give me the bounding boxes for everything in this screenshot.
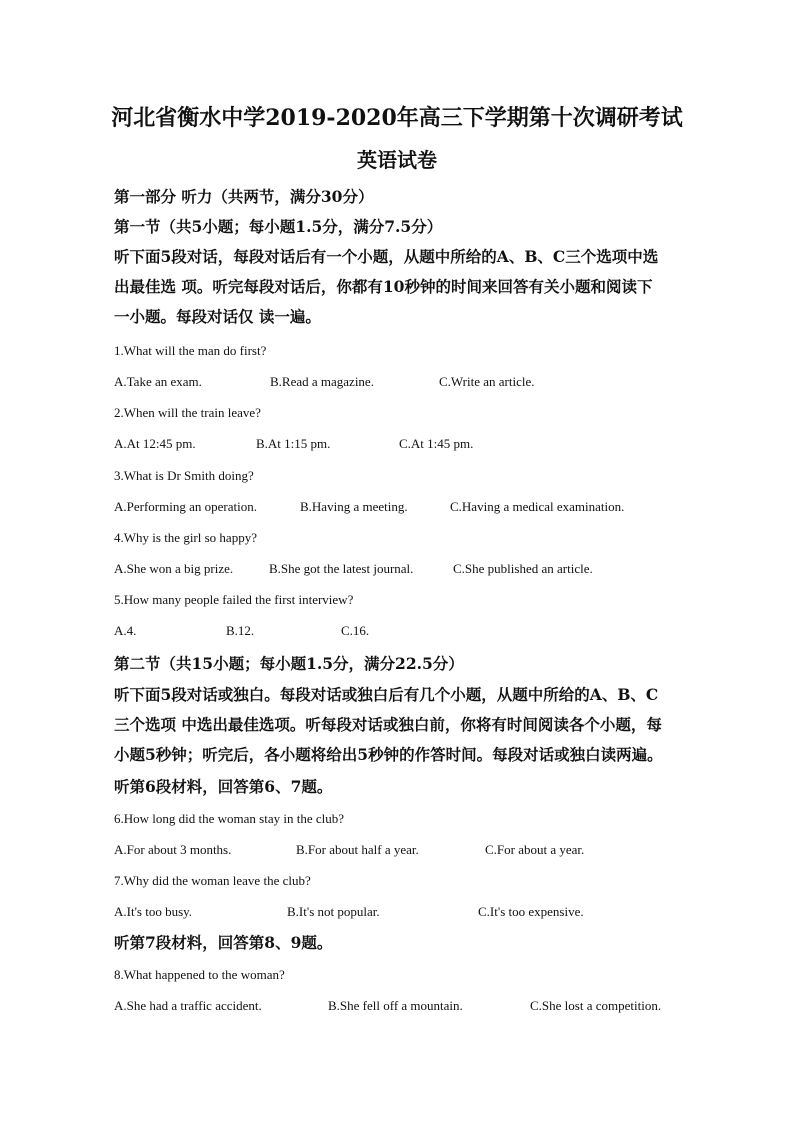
options-1 <box>114 373 694 391</box>
option-b: B.Having a meeting. <box>300 499 408 514</box>
options-7 <box>114 903 694 921</box>
option-c: C.Write an article. <box>439 374 535 389</box>
option-a: A.Performing an operation. <box>114 499 257 514</box>
option-b: B.Read a magazine. <box>270 374 374 389</box>
material-7-heading: 听第7段材料，回答第8、9题。 <box>114 933 333 952</box>
question-5: 5.How many people failed the first interview? <box>114 592 354 607</box>
option-c: C.She published an article. <box>453 561 593 576</box>
option-b: B.12. <box>226 623 255 638</box>
option-b: B.For about half a year. <box>296 842 419 857</box>
instruction-line: 小题5秒钟；听完后，各小题将给出5秒钟的作答时间。每段对话或独白读两遍。 <box>114 745 663 764</box>
option-c: C.For about a year. <box>485 842 585 857</box>
question-2: 2.When will the train leave? <box>114 405 261 420</box>
option-b: B.She fell off a mountain. <box>328 998 463 1013</box>
option-b: B.At 1:15 pm. <box>256 436 331 451</box>
question-8: 8.What happened to the woman? <box>114 967 285 982</box>
question-4: 4.Why is the girl so happy? <box>114 530 257 545</box>
exam-subtitle: 英语试卷 <box>357 148 437 172</box>
option-a: A.She won a big prize. <box>114 561 234 576</box>
section2-instructions <box>114 680 686 770</box>
options-3 <box>114 498 694 516</box>
option-b: B.It's not popular. <box>287 904 380 919</box>
option-c: C.At 1:45 pm. <box>399 436 474 451</box>
section1-instructions <box>114 242 686 332</box>
material-6-heading: 听第6段材料，回答第6、7题。 <box>114 777 333 796</box>
instruction-line: 听下面5段对话或独白。每段对话或独白后有几个小题，从题中所给的A、B、C <box>114 685 659 704</box>
options-6 <box>114 841 694 859</box>
option-a: A.At 12:45 pm. <box>114 436 196 451</box>
question-7: 7.Why did the woman leave the club? <box>114 873 311 888</box>
options-2 <box>114 435 694 453</box>
option-a: A.She had a traffic accident. <box>114 998 262 1013</box>
option-c: C.It's too expensive. <box>478 904 584 919</box>
instruction-line: 听下面5段对话，每段对话后有一个小题，从题中所给的A、B、C三个选项中选 <box>114 247 659 266</box>
option-a: A.It's too busy. <box>114 904 193 919</box>
option-b: B.She got the latest journal. <box>269 561 414 576</box>
option-c: C.Having a medical examination. <box>450 499 625 514</box>
options-8 <box>114 997 694 1015</box>
question-6: 6.How long did the woman stay in the club? <box>114 811 344 826</box>
instruction-line: 三个选项 中选出最佳选项。听每段对话或独白前，你将有时间阅读各个小题，每 <box>114 715 662 734</box>
option-c: C.She lost a competition. <box>530 998 662 1013</box>
option-c: C.16. <box>341 623 370 638</box>
instruction-line: 出最佳选 项。听完每段对话后，你都有10秒钟的时间来回答有关小题和阅读下 <box>114 277 653 296</box>
option-a: A.Take an exam. <box>114 374 202 389</box>
instruction-line: 一小题。每段对话仅 读一遍。 <box>114 307 321 326</box>
section2-heading: 第二节（共15小题；每小题1.5分，满分22.5分） <box>114 654 464 673</box>
exam-title: 河北省衡水中学2019-2020年高三下学期第十次调研考试 <box>111 105 683 131</box>
option-a: A.For about 3 months. <box>114 842 232 857</box>
option-a: A.4. <box>114 623 137 638</box>
part1-heading: 第一部分 听力（共两节，满分30分） <box>114 187 374 206</box>
question-3: 3.What is Dr Smith doing? <box>114 468 254 483</box>
question-1: 1.What will the man do first? <box>114 343 267 358</box>
options-4 <box>114 560 694 578</box>
options-5 <box>114 622 694 640</box>
section1-heading: 第一节（共5小题；每小题1.5分，满分7.5分） <box>114 217 443 236</box>
